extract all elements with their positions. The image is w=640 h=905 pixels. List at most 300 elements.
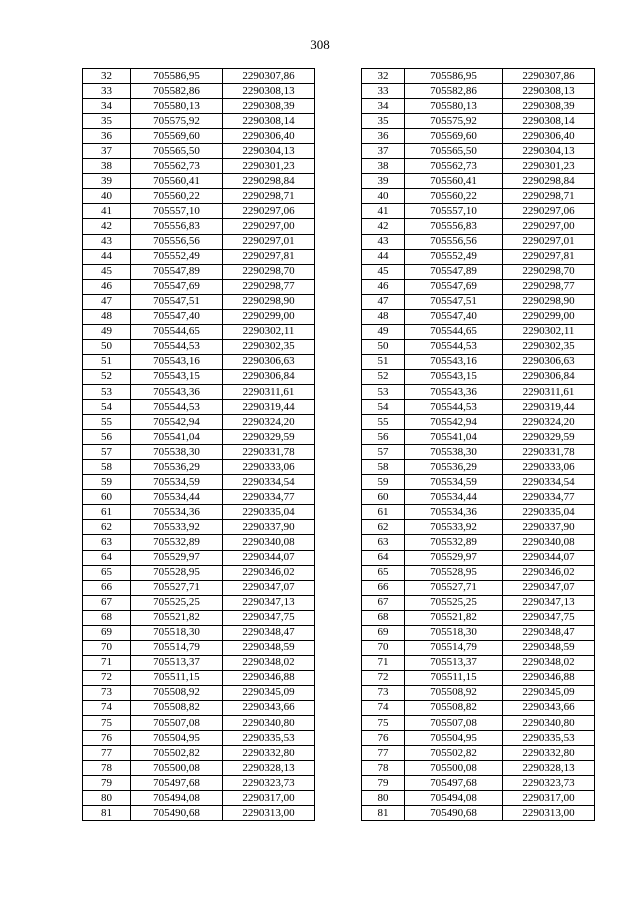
- right-x-coordinate: 705586,95: [405, 69, 503, 84]
- table-row: [83, 249, 595, 264]
- right-y-coordinate: 2290306,63: [503, 354, 595, 369]
- table-row: [83, 144, 595, 159]
- left-x-coordinate: 705586,95: [131, 69, 223, 84]
- right-y-coordinate: 2290346,88: [503, 670, 595, 685]
- right-y-coordinate: 2290348,02: [503, 655, 595, 670]
- left-x-coordinate: 705500,08: [131, 761, 223, 776]
- right-y-coordinate: 2290298,70: [503, 264, 595, 279]
- column-gap: [315, 746, 362, 761]
- right-x-coordinate: 705580,13: [405, 99, 503, 114]
- left-y-coordinate: 2290335,04: [223, 505, 315, 520]
- left-x-coordinate: 705494,08: [131, 791, 223, 806]
- right-y-coordinate: 2290306,84: [503, 369, 595, 384]
- left-point-number: 76: [83, 731, 131, 746]
- table-row: [83, 354, 595, 369]
- right-x-coordinate: 705562,73: [405, 159, 503, 174]
- left-y-coordinate: 2290308,14: [223, 114, 315, 129]
- right-x-coordinate: 705557,10: [405, 204, 503, 219]
- right-y-coordinate: 2290335,04: [503, 505, 595, 520]
- right-point-number: 50: [362, 339, 405, 354]
- left-point-number: 65: [83, 565, 131, 580]
- right-x-coordinate: 705575,92: [405, 114, 503, 129]
- right-x-coordinate: 705508,92: [405, 685, 503, 700]
- column-gap: [315, 700, 362, 715]
- column-gap: [315, 655, 362, 670]
- right-y-coordinate: 2290297,01: [503, 234, 595, 249]
- table-row: [83, 791, 595, 806]
- table-row: [83, 640, 595, 655]
- left-x-coordinate: 705534,44: [131, 490, 223, 505]
- left-y-coordinate: 2290313,00: [223, 806, 315, 821]
- table-row: [83, 189, 595, 204]
- right-x-coordinate: 705547,69: [405, 279, 503, 294]
- left-x-coordinate: 705541,04: [131, 430, 223, 445]
- left-x-coordinate: 705556,56: [131, 234, 223, 249]
- table-row: [83, 415, 595, 430]
- right-y-coordinate: 2290324,20: [503, 415, 595, 430]
- right-y-coordinate: 2290329,59: [503, 430, 595, 445]
- left-x-coordinate: 705507,08: [131, 716, 223, 731]
- right-point-number: 45: [362, 264, 405, 279]
- table-row: [83, 625, 595, 640]
- left-y-coordinate: 2290299,00: [223, 309, 315, 324]
- right-point-number: 46: [362, 279, 405, 294]
- right-point-number: 66: [362, 580, 405, 595]
- left-y-coordinate: 2290346,02: [223, 565, 315, 580]
- right-y-coordinate: 2290334,54: [503, 475, 595, 490]
- column-gap: [315, 776, 362, 791]
- left-y-coordinate: 2290297,81: [223, 249, 315, 264]
- left-point-number: 78: [83, 761, 131, 776]
- left-y-coordinate: 2290345,09: [223, 685, 315, 700]
- left-x-coordinate: 705508,92: [131, 685, 223, 700]
- right-y-coordinate: 2290307,86: [503, 69, 595, 84]
- right-x-coordinate: 705560,22: [405, 189, 503, 204]
- left-x-coordinate: 705562,73: [131, 159, 223, 174]
- left-x-coordinate: 705527,71: [131, 580, 223, 595]
- left-y-coordinate: 2290298,71: [223, 189, 315, 204]
- left-y-coordinate: 2290302,11: [223, 324, 315, 339]
- right-y-coordinate: 2290340,80: [503, 716, 595, 731]
- left-point-number: 32: [83, 69, 131, 84]
- left-y-coordinate: 2290308,39: [223, 99, 315, 114]
- right-point-number: 57: [362, 445, 405, 460]
- left-x-coordinate: 705532,89: [131, 535, 223, 550]
- column-gap: [315, 339, 362, 354]
- right-y-coordinate: 2290340,08: [503, 535, 595, 550]
- right-x-coordinate: 705533,92: [405, 520, 503, 535]
- right-y-coordinate: 2290346,02: [503, 565, 595, 580]
- right-point-number: 41: [362, 204, 405, 219]
- column-gap: [315, 279, 362, 294]
- right-x-coordinate: 705494,08: [405, 791, 503, 806]
- left-x-coordinate: 705528,95: [131, 565, 223, 580]
- left-y-coordinate: 2290302,35: [223, 339, 315, 354]
- right-y-coordinate: 2290343,66: [503, 700, 595, 715]
- left-x-coordinate: 705544,53: [131, 339, 223, 354]
- left-y-coordinate: 2290337,90: [223, 520, 315, 535]
- right-point-number: 64: [362, 550, 405, 565]
- left-point-number: 38: [83, 159, 131, 174]
- left-y-coordinate: 2290324,20: [223, 415, 315, 430]
- column-gap: [315, 369, 362, 384]
- table-row: [83, 445, 595, 460]
- left-y-coordinate: 2290332,80: [223, 746, 315, 761]
- left-point-number: 35: [83, 114, 131, 129]
- left-point-number: 70: [83, 640, 131, 655]
- left-x-coordinate: 705565,50: [131, 144, 223, 159]
- left-x-coordinate: 705513,37: [131, 655, 223, 670]
- right-y-coordinate: 2290304,13: [503, 144, 595, 159]
- right-point-number: 75: [362, 716, 405, 731]
- right-point-number: 60: [362, 490, 405, 505]
- right-x-coordinate: 705544,65: [405, 324, 503, 339]
- left-y-coordinate: 2290301,23: [223, 159, 315, 174]
- right-x-coordinate: 705543,36: [405, 384, 503, 399]
- left-point-number: 61: [83, 505, 131, 520]
- column-gap: [315, 294, 362, 309]
- left-y-coordinate: 2290347,75: [223, 610, 315, 625]
- right-y-coordinate: 2290348,59: [503, 640, 595, 655]
- right-point-number: 49: [362, 324, 405, 339]
- left-point-number: 34: [83, 99, 131, 114]
- left-y-coordinate: 2290340,08: [223, 535, 315, 550]
- table-row: [83, 610, 595, 625]
- column-gap: [315, 610, 362, 625]
- right-x-coordinate: 705532,89: [405, 535, 503, 550]
- left-y-coordinate: 2290348,59: [223, 640, 315, 655]
- right-point-number: 76: [362, 731, 405, 746]
- right-x-coordinate: 705534,44: [405, 490, 503, 505]
- left-x-coordinate: 705511,15: [131, 670, 223, 685]
- right-x-coordinate: 705500,08: [405, 761, 503, 776]
- left-point-number: 49: [83, 324, 131, 339]
- table-row: [83, 565, 595, 580]
- column-gap: [315, 129, 362, 144]
- left-point-number: 44: [83, 249, 131, 264]
- right-x-coordinate: 705543,16: [405, 354, 503, 369]
- right-y-coordinate: 2290348,47: [503, 625, 595, 640]
- right-y-coordinate: 2290317,00: [503, 791, 595, 806]
- left-x-coordinate: 705543,36: [131, 384, 223, 399]
- table-row: [83, 761, 595, 776]
- table-row: [83, 219, 595, 234]
- column-gap: [315, 99, 362, 114]
- right-x-coordinate: 705528,95: [405, 565, 503, 580]
- left-y-coordinate: 2290306,63: [223, 354, 315, 369]
- left-x-coordinate: 705529,97: [131, 550, 223, 565]
- right-y-coordinate: 2290298,77: [503, 279, 595, 294]
- right-y-coordinate: 2290299,00: [503, 309, 595, 324]
- left-y-coordinate: 2290347,13: [223, 595, 315, 610]
- right-y-coordinate: 2290332,80: [503, 746, 595, 761]
- left-point-number: 45: [83, 264, 131, 279]
- left-point-number: 42: [83, 219, 131, 234]
- right-point-number: 61: [362, 505, 405, 520]
- column-gap: [315, 761, 362, 776]
- left-y-coordinate: 2290298,77: [223, 279, 315, 294]
- right-x-coordinate: 705538,30: [405, 445, 503, 460]
- column-gap: [315, 550, 362, 565]
- right-x-coordinate: 705521,82: [405, 610, 503, 625]
- table-row: [83, 84, 595, 99]
- left-y-coordinate: 2290344,07: [223, 550, 315, 565]
- right-point-number: 63: [362, 535, 405, 550]
- right-x-coordinate: 705544,53: [405, 400, 503, 415]
- left-point-number: 33: [83, 84, 131, 99]
- right-y-coordinate: 2290347,13: [503, 595, 595, 610]
- table-row: [83, 400, 595, 415]
- coordinates-table: [82, 68, 595, 821]
- left-x-coordinate: 705490,68: [131, 806, 223, 821]
- left-x-coordinate: 705557,10: [131, 204, 223, 219]
- right-y-coordinate: 2290313,00: [503, 806, 595, 821]
- right-x-coordinate: 705569,60: [405, 129, 503, 144]
- right-y-coordinate: 2290323,73: [503, 776, 595, 791]
- left-y-coordinate: 2290346,88: [223, 670, 315, 685]
- column-gap: [315, 174, 362, 189]
- table-row: [83, 339, 595, 354]
- left-y-coordinate: 2290329,59: [223, 430, 315, 445]
- column-gap: [315, 565, 362, 580]
- right-y-coordinate: 2290297,06: [503, 204, 595, 219]
- left-point-number: 48: [83, 309, 131, 324]
- right-y-coordinate: 2290334,77: [503, 490, 595, 505]
- column-gap: [315, 520, 362, 535]
- column-gap: [315, 384, 362, 399]
- table-row: [83, 114, 595, 129]
- left-y-coordinate: 2290306,40: [223, 129, 315, 144]
- left-point-number: 52: [83, 369, 131, 384]
- left-x-coordinate: 705497,68: [131, 776, 223, 791]
- right-y-coordinate: 2290335,53: [503, 731, 595, 746]
- right-point-number: 54: [362, 400, 405, 415]
- left-y-coordinate: 2290328,13: [223, 761, 315, 776]
- left-point-number: 67: [83, 595, 131, 610]
- right-x-coordinate: 705582,86: [405, 84, 503, 99]
- left-x-coordinate: 705543,16: [131, 354, 223, 369]
- left-point-number: 64: [83, 550, 131, 565]
- left-point-number: 71: [83, 655, 131, 670]
- right-y-coordinate: 2290298,84: [503, 174, 595, 189]
- left-x-coordinate: 705538,30: [131, 445, 223, 460]
- left-y-coordinate: 2290306,84: [223, 369, 315, 384]
- left-point-number: 75: [83, 716, 131, 731]
- left-point-number: 54: [83, 400, 131, 415]
- table-row: [83, 595, 595, 610]
- left-x-coordinate: 705547,69: [131, 279, 223, 294]
- column-gap: [315, 460, 362, 475]
- right-y-coordinate: 2290328,13: [503, 761, 595, 776]
- right-x-coordinate: 705502,82: [405, 746, 503, 761]
- left-x-coordinate: 705560,41: [131, 174, 223, 189]
- left-y-coordinate: 2290340,80: [223, 716, 315, 731]
- right-x-coordinate: 705536,29: [405, 460, 503, 475]
- table-row: [83, 685, 595, 700]
- left-y-coordinate: 2290308,13: [223, 84, 315, 99]
- right-y-coordinate: 2290301,23: [503, 159, 595, 174]
- right-point-number: 32: [362, 69, 405, 84]
- column-gap: [315, 159, 362, 174]
- right-y-coordinate: 2290306,40: [503, 129, 595, 144]
- left-point-number: 80: [83, 791, 131, 806]
- table-row: [83, 69, 595, 84]
- column-gap: [315, 670, 362, 685]
- left-point-number: 39: [83, 174, 131, 189]
- right-point-number: 48: [362, 309, 405, 324]
- left-y-coordinate: 2290317,00: [223, 791, 315, 806]
- right-x-coordinate: 705527,71: [405, 580, 503, 595]
- left-point-number: 63: [83, 535, 131, 550]
- right-y-coordinate: 2290345,09: [503, 685, 595, 700]
- right-point-number: 74: [362, 700, 405, 715]
- right-point-number: 52: [362, 369, 405, 384]
- left-point-number: 74: [83, 700, 131, 715]
- left-point-number: 73: [83, 685, 131, 700]
- right-x-coordinate: 705504,95: [405, 731, 503, 746]
- right-x-coordinate: 705547,51: [405, 294, 503, 309]
- column-gap: [315, 430, 362, 445]
- left-point-number: 57: [83, 445, 131, 460]
- table-row: [83, 505, 595, 520]
- left-point-number: 41: [83, 204, 131, 219]
- table-row: [83, 369, 595, 384]
- right-point-number: 73: [362, 685, 405, 700]
- left-point-number: 79: [83, 776, 131, 791]
- left-point-number: 62: [83, 520, 131, 535]
- left-point-number: 68: [83, 610, 131, 625]
- right-x-coordinate: 705547,40: [405, 309, 503, 324]
- right-y-coordinate: 2290308,14: [503, 114, 595, 129]
- right-point-number: 79: [362, 776, 405, 791]
- left-point-number: 37: [83, 144, 131, 159]
- right-point-number: 65: [362, 565, 405, 580]
- table-row: [83, 700, 595, 715]
- left-x-coordinate: 705582,86: [131, 84, 223, 99]
- right-x-coordinate: 705508,82: [405, 700, 503, 715]
- table-row: [83, 294, 595, 309]
- right-point-number: 80: [362, 791, 405, 806]
- left-x-coordinate: 705556,83: [131, 219, 223, 234]
- left-y-coordinate: 2290298,70: [223, 264, 315, 279]
- right-point-number: 42: [362, 219, 405, 234]
- right-point-number: 47: [362, 294, 405, 309]
- right-x-coordinate: 705518,30: [405, 625, 503, 640]
- left-point-number: 40: [83, 189, 131, 204]
- left-x-coordinate: 705575,92: [131, 114, 223, 129]
- column-gap: [315, 505, 362, 520]
- column-gap: [315, 234, 362, 249]
- right-x-coordinate: 705507,08: [405, 716, 503, 731]
- left-x-coordinate: 705542,94: [131, 415, 223, 430]
- right-y-coordinate: 2290308,13: [503, 84, 595, 99]
- column-gap: [315, 114, 362, 129]
- column-gap: [315, 595, 362, 610]
- right-y-coordinate: 2290347,07: [503, 580, 595, 595]
- column-gap: [315, 806, 362, 821]
- right-x-coordinate: 705511,15: [405, 670, 503, 685]
- column-gap: [315, 400, 362, 415]
- column-gap: [315, 354, 362, 369]
- left-y-coordinate: 2290304,13: [223, 144, 315, 159]
- table-row: [83, 490, 595, 505]
- table-row: [83, 460, 595, 475]
- left-x-coordinate: 705544,65: [131, 324, 223, 339]
- right-point-number: 51: [362, 354, 405, 369]
- right-x-coordinate: 705513,37: [405, 655, 503, 670]
- right-point-number: 38: [362, 159, 405, 174]
- table-row: [83, 204, 595, 219]
- left-point-number: 81: [83, 806, 131, 821]
- left-point-number: 56: [83, 430, 131, 445]
- table-row: [83, 746, 595, 761]
- table-row: [83, 716, 595, 731]
- left-y-coordinate: 2290297,01: [223, 234, 315, 249]
- right-x-coordinate: 705543,15: [405, 369, 503, 384]
- column-gap: [315, 535, 362, 550]
- left-x-coordinate: 705514,79: [131, 640, 223, 655]
- column-gap: [315, 69, 362, 84]
- column-gap: [315, 324, 362, 339]
- right-y-coordinate: 2290308,39: [503, 99, 595, 114]
- right-point-number: 56: [362, 430, 405, 445]
- right-x-coordinate: 705556,56: [405, 234, 503, 249]
- right-y-coordinate: 2290344,07: [503, 550, 595, 565]
- right-point-number: 39: [362, 174, 405, 189]
- column-gap: [315, 731, 362, 746]
- left-y-coordinate: 2290347,07: [223, 580, 315, 595]
- left-x-coordinate: 705521,82: [131, 610, 223, 625]
- left-point-number: 46: [83, 279, 131, 294]
- column-gap: [315, 189, 362, 204]
- left-x-coordinate: 705544,53: [131, 400, 223, 415]
- table-row: [83, 129, 595, 144]
- left-y-coordinate: 2290348,02: [223, 655, 315, 670]
- column-gap: [315, 249, 362, 264]
- left-point-number: 72: [83, 670, 131, 685]
- column-gap: [315, 640, 362, 655]
- right-point-number: 35: [362, 114, 405, 129]
- page-number: 308: [310, 37, 330, 52]
- right-x-coordinate: 705552,49: [405, 249, 503, 264]
- table-row: [83, 731, 595, 746]
- right-point-number: 77: [362, 746, 405, 761]
- table-row: [83, 806, 595, 821]
- left-x-coordinate: 705569,60: [131, 129, 223, 144]
- right-x-coordinate: 705514,79: [405, 640, 503, 655]
- left-x-coordinate: 705536,29: [131, 460, 223, 475]
- right-x-coordinate: 705542,94: [405, 415, 503, 430]
- left-x-coordinate: 705504,95: [131, 731, 223, 746]
- right-y-coordinate: 2290337,90: [503, 520, 595, 535]
- right-point-number: 70: [362, 640, 405, 655]
- table-row: [83, 384, 595, 399]
- right-y-coordinate: 2290331,78: [503, 445, 595, 460]
- left-y-coordinate: 2290348,47: [223, 625, 315, 640]
- right-x-coordinate: 705547,89: [405, 264, 503, 279]
- right-point-number: 37: [362, 144, 405, 159]
- column-gap: [315, 475, 362, 490]
- left-y-coordinate: 2290298,84: [223, 174, 315, 189]
- left-x-coordinate: 705547,51: [131, 294, 223, 309]
- table-row: [83, 520, 595, 535]
- right-point-number: 72: [362, 670, 405, 685]
- right-point-number: 36: [362, 129, 405, 144]
- table-row: [83, 430, 595, 445]
- left-point-number: 77: [83, 746, 131, 761]
- table-row: [83, 159, 595, 174]
- table-row: [83, 264, 595, 279]
